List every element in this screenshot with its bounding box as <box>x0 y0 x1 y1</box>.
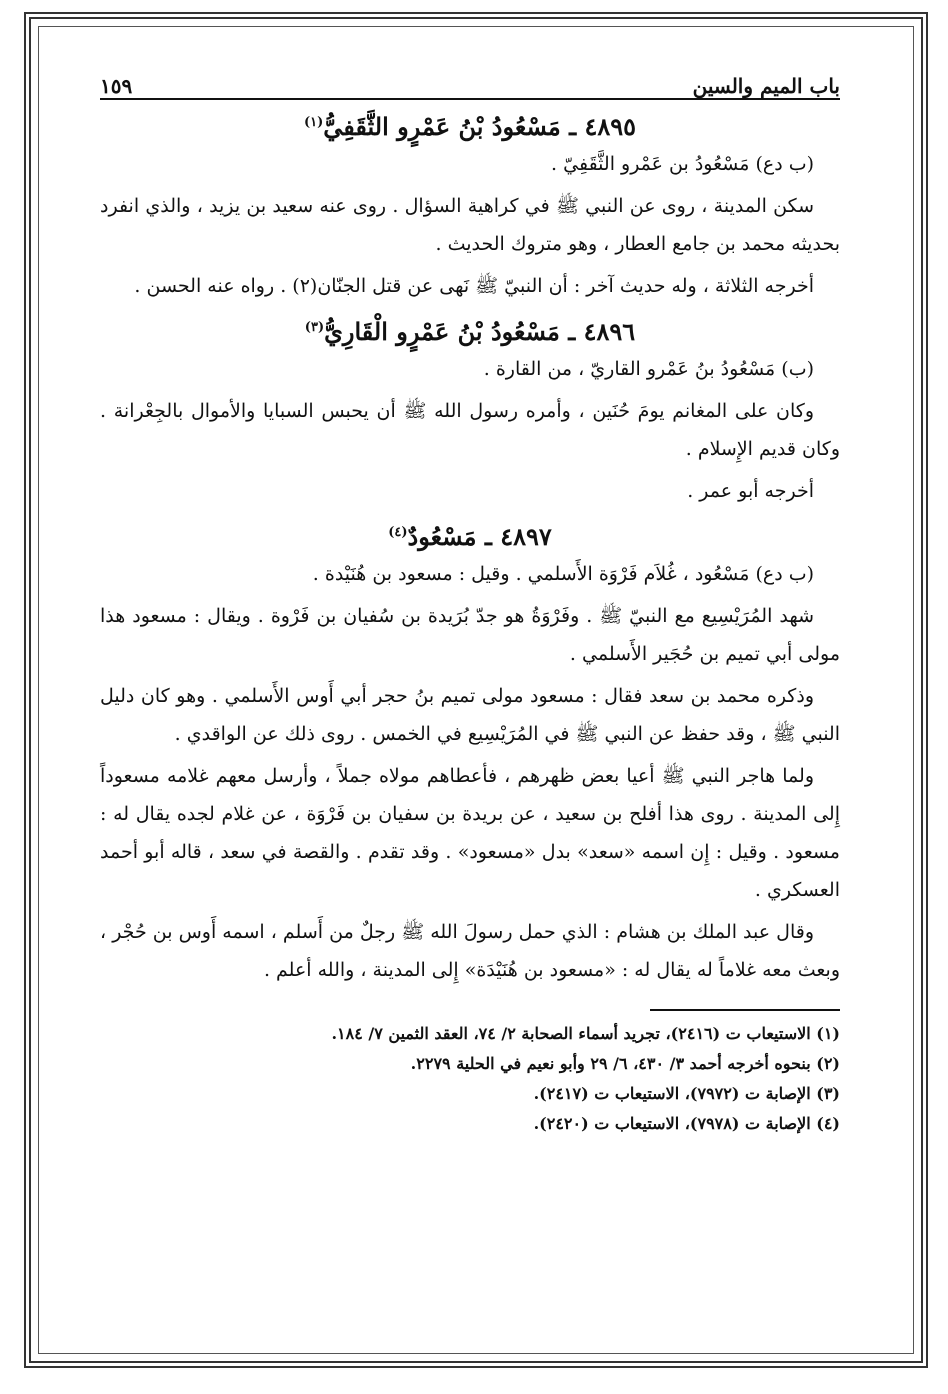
footnote-ref: (٣) <box>304 320 325 335</box>
entry-paragraph: وذكره محمد بن سعد فقال : مسعود مولى تميم بنُ حجر أبي أَوس الأَسلمي . وهو كان دليل النبي ﷺ ، وقد حفظ عن النبي ﷺ في المُرَيْسِيع في الخمس . روى ذلك عن الواقدي . <box>100 685 840 745</box>
entry-title: ٤٨٩٥ ـ مَسْعُودُ بْنُ عَمْرٍو الثَّقَفِيُّ <box>323 112 637 141</box>
entry-heading-4895 <box>100 112 840 141</box>
entry-paragraph: وقال عبد الملك بن هشام : الذي حمل رسولَ الله ﷺ رجلٌ من أَسلم ، اسمه أَوس بن حُجْر ، وبعث معه غلاماً له يقال له : «مسعود بن هُنَيْدَة» إِلى المدينة ، والله أعلم . <box>100 921 840 981</box>
entry-paragraph: سكن المدينة ، روى عن النبي ﷺ في كراهية السؤال . روى عنه سعيد بن يزيد ، والذي انفرد بحديثه محمد بن جامع العطار ، وهو متروك الحديث . <box>100 195 840 255</box>
entry-paragraph: أخرجه الثلاثة ، وله حديث آخر : أن النبيّ ﷺ نَهى عن قتل الجنّان(٢) . رواه عنه الحسن . <box>134 275 814 297</box>
page-number: ١٥٩ <box>100 74 133 98</box>
entry-heading-4897 <box>100 522 840 551</box>
entry-paragraph: ولما هاجر النبي ﷺ أعيا بعض ظهرهم ، فأعطاهم مولاه جملاً ، وأرسل معهم غلامه مسعوداً إِلى المدينة . روى هذا أفلح بن سعيد ، عن بريدة بن سفيان بن فَرْوَة ، عن غلام لجده يقال له : مسعود . وقيل : إِن اسمه «سعد» بدل «مسعود» . وقد تقدم . والقصة في سعد ، قاله أبو أحمد العسكري . <box>100 765 840 901</box>
footnote-ref: (٤) <box>388 525 408 540</box>
entry-heading-4896 <box>100 317 840 346</box>
footnote: (١) الاستيعاب ت (٢٤١٦)، تجريد أسماء الصحابة ٢/ ٧٤، العقد الثمين ٧/ ١٨٤. <box>331 1024 840 1043</box>
entry-paragraph: شهد المُرَيْسِيع مع النبيّ ﷺ . وفَرْوَةُ هو جدّ بُرَيدة بن سُفيان بن فَرْوة . ويقال : مسعود هذا مولى أبي تميم بن حُجَير الأَسلمي . <box>100 605 840 665</box>
footnote-divider <box>650 1009 840 1011</box>
entry-paragraph: (ب دع) مَسْعُودُ بن عَمْرو الثَّقَفِيّ . <box>551 153 814 175</box>
entry-title: ٤٨٩٦ ـ مَسْعُودُ بْنُ عَمْرٍو الْقَارِيُّ <box>324 317 636 346</box>
footnotes <box>100 1019 840 1139</box>
entry-paragraph: (ب) مَسْعُودُ بنُ عَمْرو القاريّ ، من القارة . <box>483 358 814 380</box>
entry-paragraph: أخرجه أبو عمر . <box>687 480 814 502</box>
page-header <box>100 60 840 100</box>
entry-paragraph: وكان على المغانم يومَ حُنَين ، وأمره رسول الله ﷺ أن يحبس السبايا والأموال بالجِعْرانة . وكان قديم الإِسلام . <box>100 400 840 460</box>
entry-title: ٤٨٩٧ ـ مَسْعُودٌ <box>407 522 552 551</box>
footnote-ref: (١) <box>303 115 324 130</box>
footnote: (٢) بنحوه أخرجه أحمد ٣/ ٤٣٠، ٦/ ٢٩ وأبو نعيم في الحلية ٢٢٧٩. <box>410 1054 840 1073</box>
book-page <box>100 60 840 1320</box>
footnote: (٤) الإصابة ت (٧٩٧٨)، الاستيعاب ت (٢٤٢٠). <box>533 1114 840 1133</box>
running-title: باب الميم والسين <box>692 74 840 98</box>
footnote: (٣) الإصابة ت (٧٩٧٢)، الاستيعاب ت (٢٤١٧). <box>533 1084 840 1103</box>
entry-paragraph: (ب دع) مَسْعُود ، غُلاَم فَرْوَة الأَسلمي . وقيل : مسعود بن هُنَيْدة . <box>312 563 814 585</box>
